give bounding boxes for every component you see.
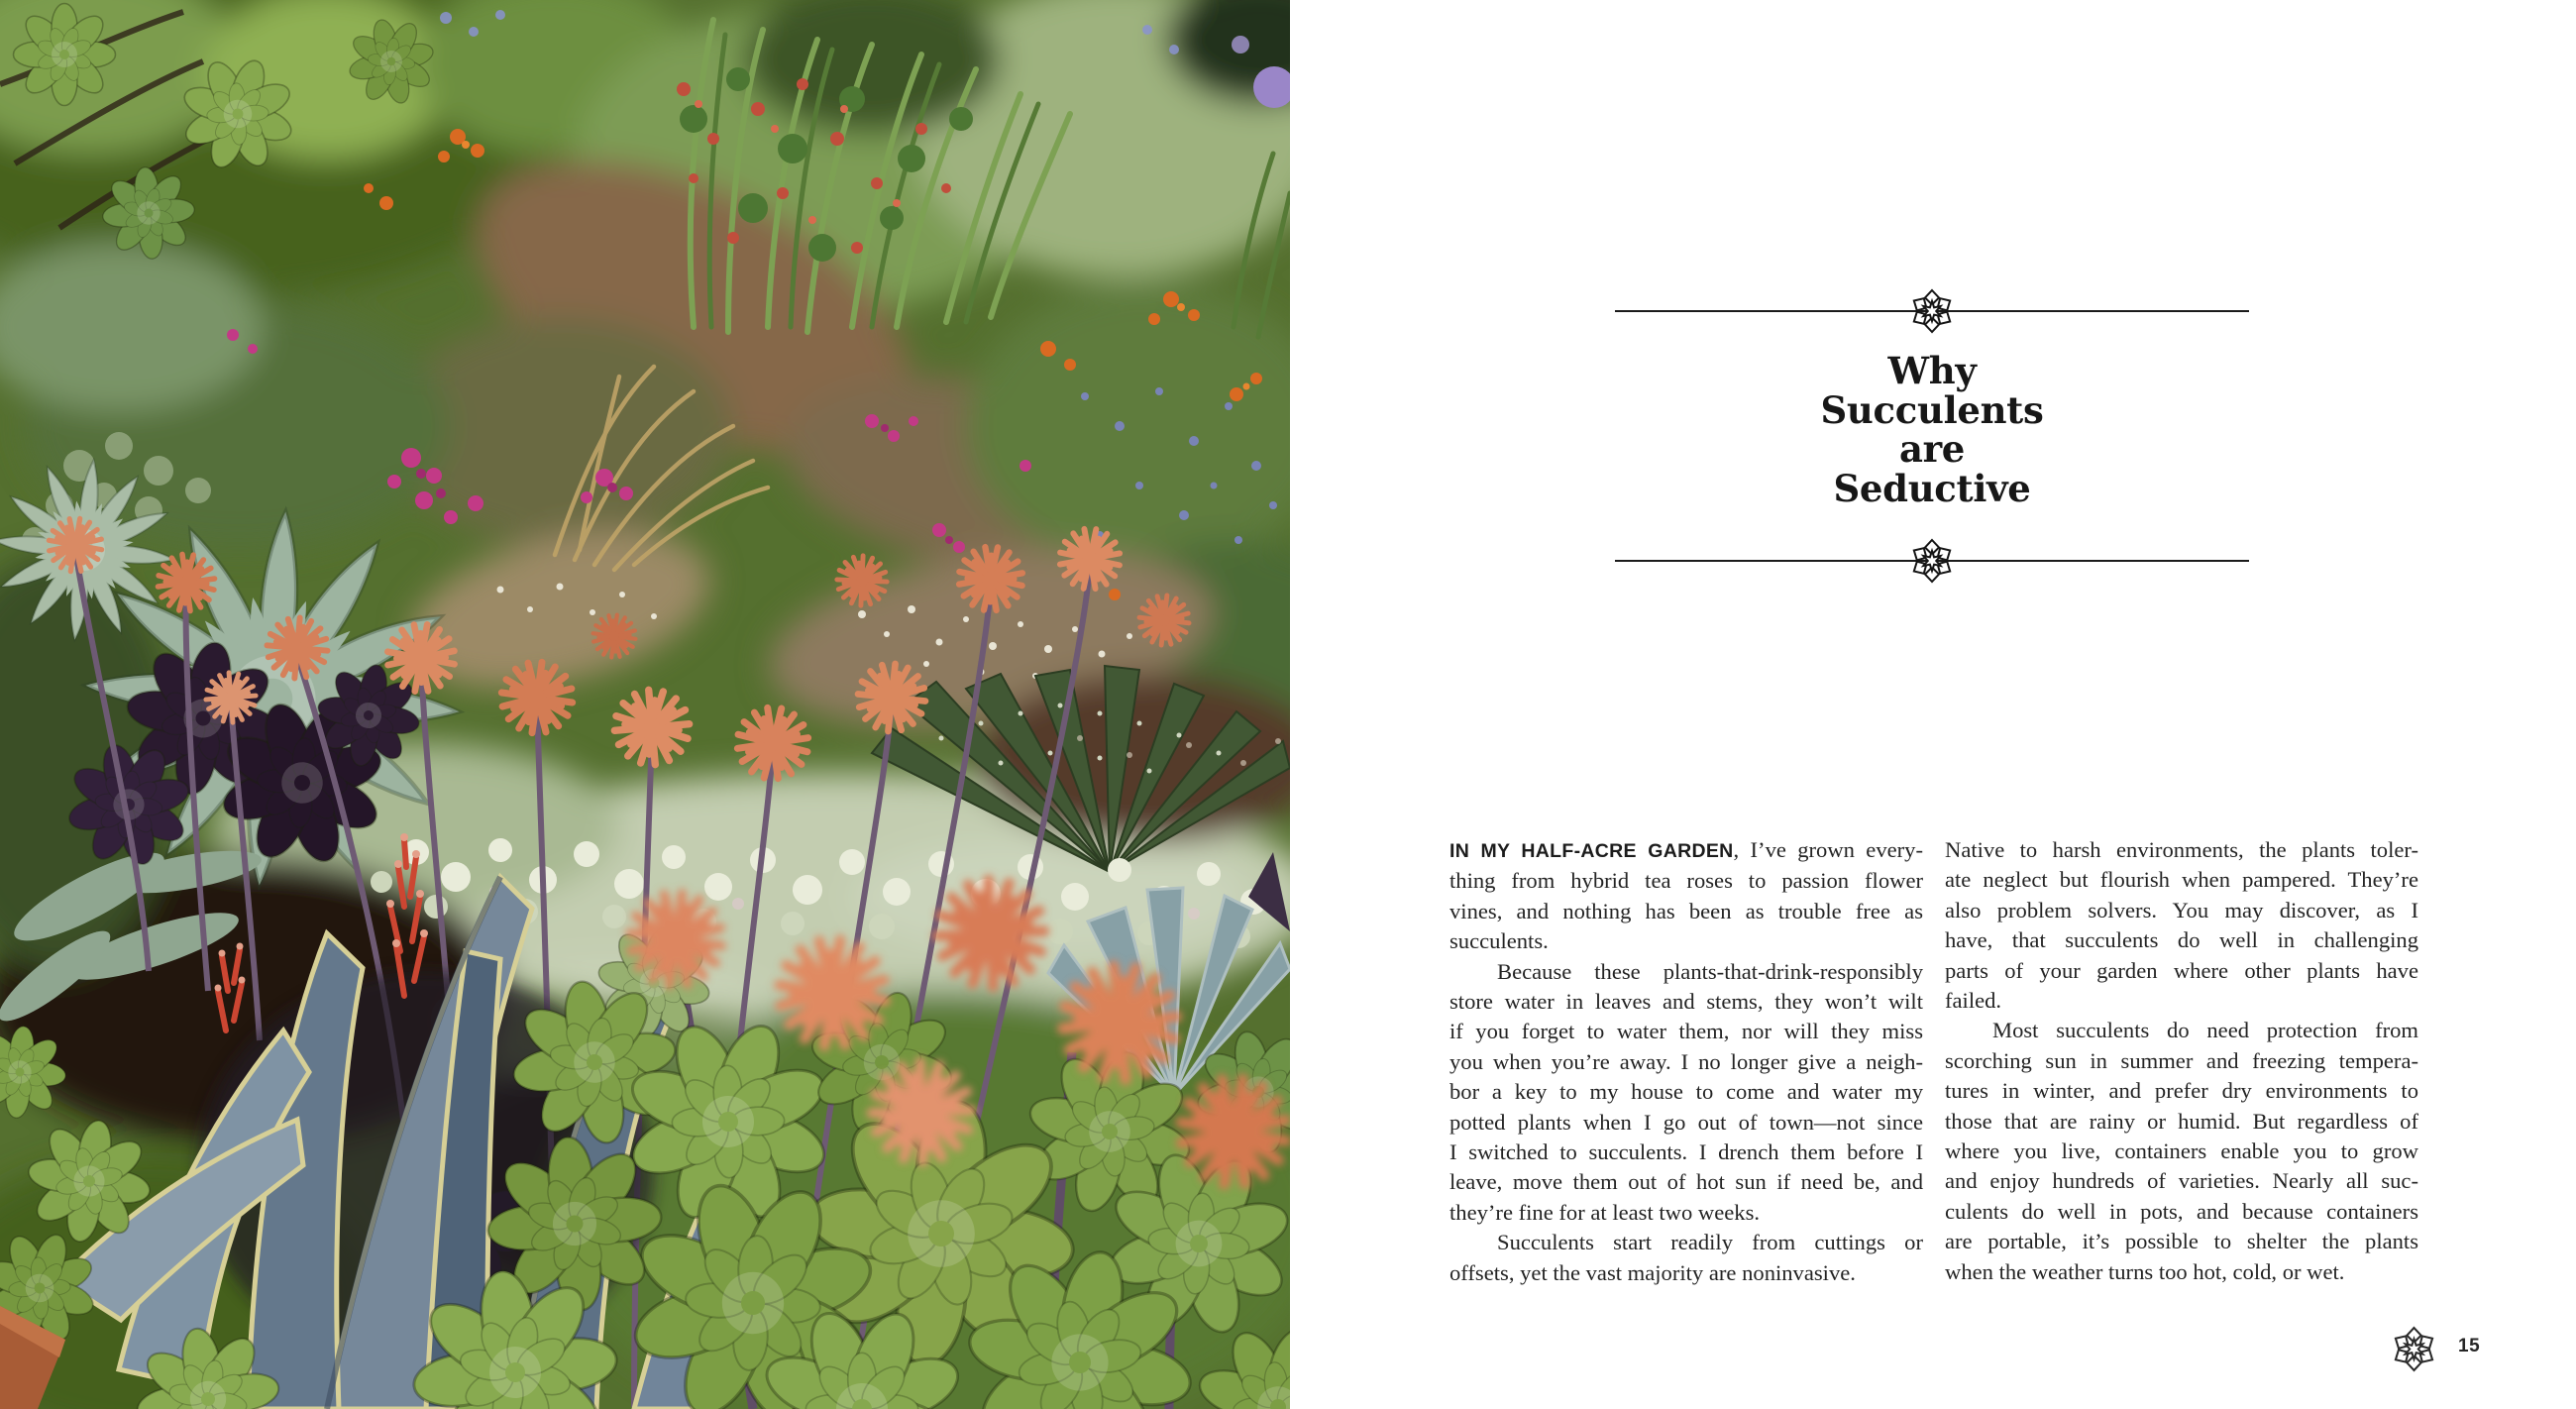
chapter-title-line: Why: [1887, 349, 1977, 392]
body-text-line: parts of your garden where other plants have: [1945, 957, 2418, 983]
body-text-line: I switched to succulents. I drench them before I: [1449, 1139, 1923, 1165]
body-text-line: vines, and nothing has been as trouble free as: [1449, 898, 1923, 923]
chapter-title-line: are: [1898, 427, 1966, 471]
lead-in-text: IN MY HALF-ACRE GARDEN: [1449, 840, 1734, 862]
body-text-line: you when you’re away. I no longer give a neigh-: [1449, 1048, 1923, 1074]
chapter-title-line: Succulents: [1820, 387, 2044, 432]
body-column-left: [1449, 835, 1923, 1288]
flower-ornament-icon: [1911, 288, 1953, 334]
body-text-line: leave, move them out of hot sun if need be, and: [1449, 1169, 1923, 1195]
chapter-title-line: Seductive: [1833, 466, 2031, 510]
body-text-line: those that are rainy or humid. But regardless of: [1945, 1108, 2418, 1134]
text-page: [1290, 0, 2576, 1409]
body-text-line: ate neglect but flourish when pampered. They’re: [1945, 867, 2418, 893]
body-text-line: scorching sun in summer and freezing tempera-: [1945, 1047, 2418, 1073]
body-text-line: tures in winter, and prefer dry environments to: [1945, 1078, 2418, 1104]
body-text-line: failed.: [1945, 988, 2002, 1014]
body-text-line: Native to harsh environments, the plants toler-: [1945, 837, 2418, 862]
body-text-line: IN MY HALF-ACRE GARDEN, I’ve grown every-: [1449, 837, 1923, 862]
body-text-line: Succulents start readily from cuttings or: [1497, 1230, 1923, 1255]
body-text-line: potted plants when I go out of town—not since: [1449, 1109, 1923, 1135]
footer-flower-ornament-icon: [2392, 1326, 2436, 1372]
body-text-line: offsets, yet the vast majority are noninvasive.: [1449, 1259, 1856, 1285]
body-text-line: succulents.: [1449, 928, 1549, 954]
body-text-line: are portable, it’s possible to shelter the plants: [1945, 1229, 2418, 1254]
body-text-line: and enjoy hundreds of varieties. Nearly all suc-: [1945, 1168, 2418, 1194]
body-text-line: also problem solvers. You may discover, as I: [1945, 897, 2418, 922]
body-text-line: Most succulents do need protection from: [1992, 1018, 2418, 1043]
body-text-line: Because these plants-that-drink-responsibly: [1497, 958, 1923, 984]
body-text-line: bor a key to my house to come and water my: [1449, 1079, 1923, 1105]
flower-ornament-icon: [1911, 538, 1953, 584]
body-text-line: when the weather turns too hot, cold, or wet.: [1945, 1258, 2345, 1284]
page-number: 15: [2458, 1336, 2481, 1356]
chapter-title: [1615, 349, 2249, 510]
body-text-line: culents do well in pots, and because containers: [1945, 1198, 2418, 1224]
body-column-right: [1945, 835, 2418, 1287]
body-text-line: where you live, containers enable you to grow: [1945, 1138, 2418, 1164]
body-text-line: they’re fine for at least two weeks.: [1449, 1199, 1761, 1225]
body-text-line: store water in leaves and stems, they won’t wilt: [1449, 989, 1923, 1015]
body-text-line: if you forget to water them, nor will they miss: [1449, 1019, 1923, 1044]
body-text-line: thing from hybrid tea roses to passion flower: [1449, 868, 1923, 894]
body-text-line: have, that succulents do well in challenging: [1945, 927, 2418, 953]
